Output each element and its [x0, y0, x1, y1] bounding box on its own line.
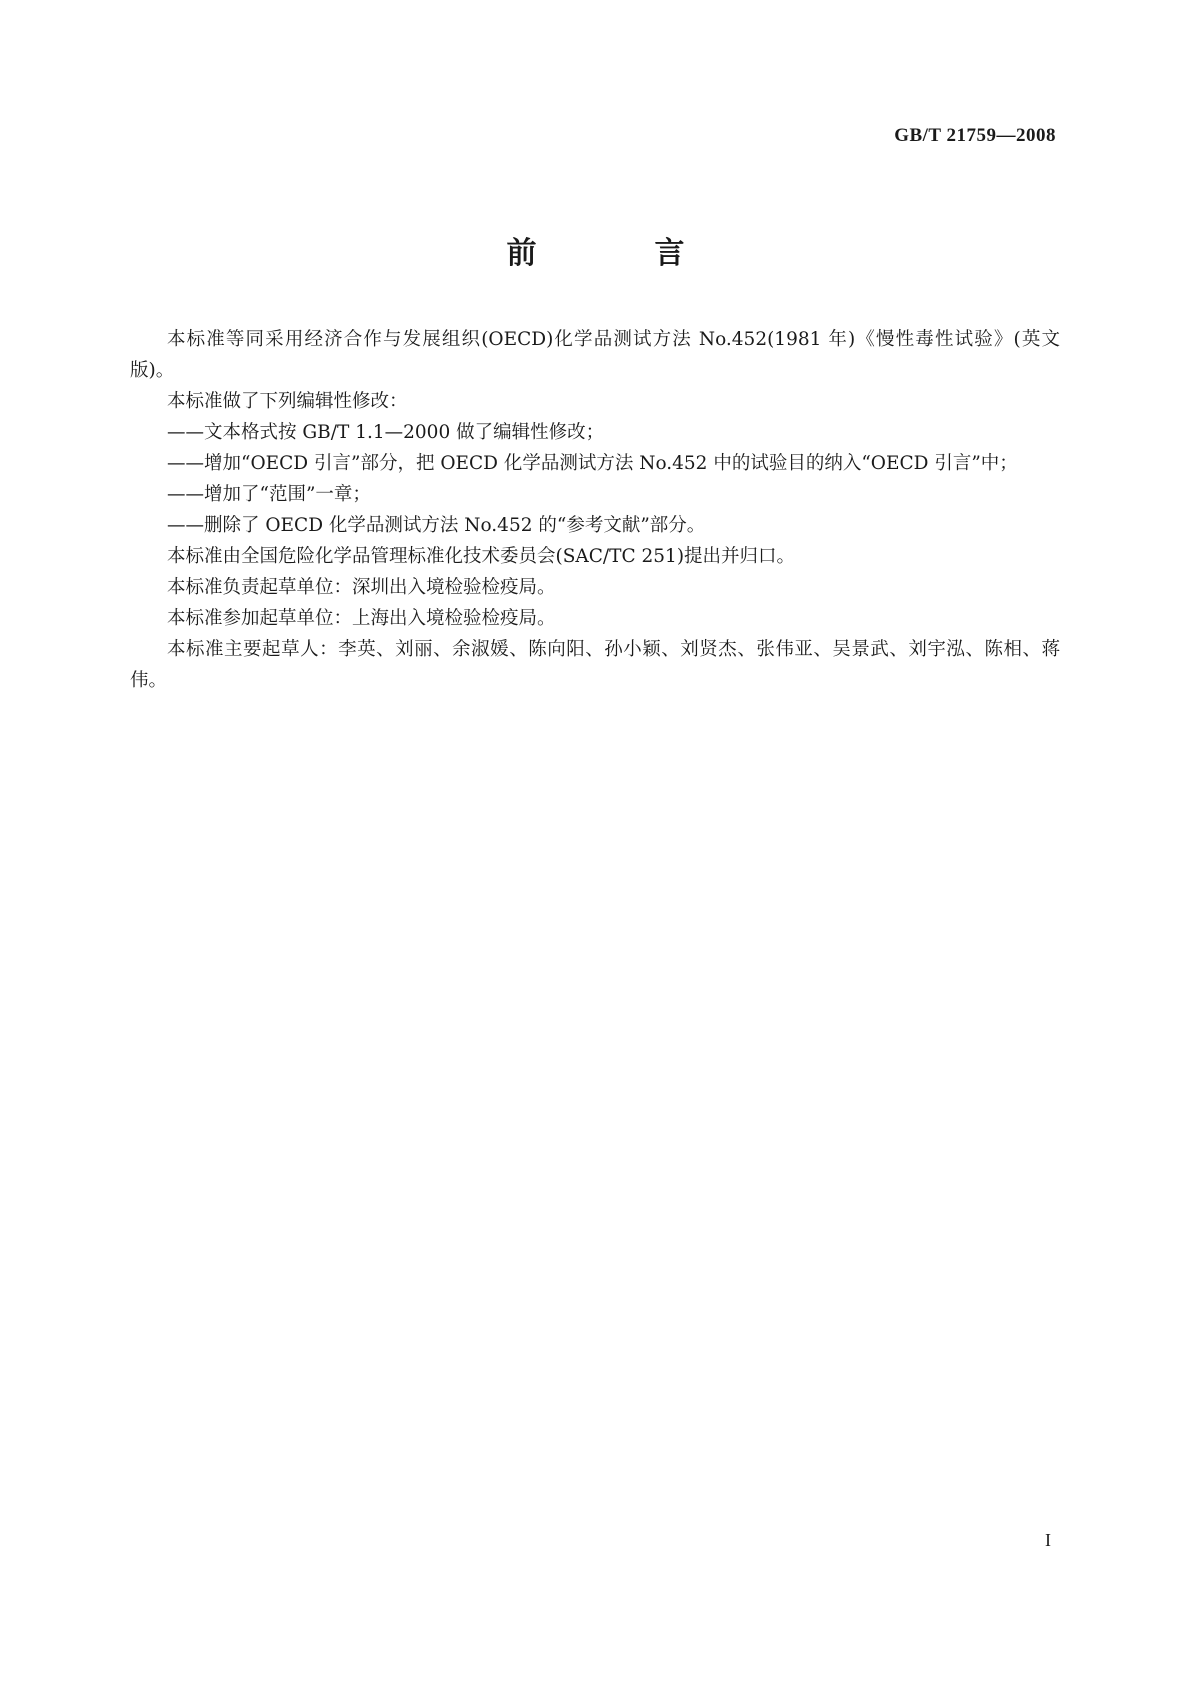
foreword-body [130, 324, 1060, 696]
standard-code: GB/T 21759—2008 [894, 125, 1056, 146]
paragraph-committee: 本标准由全国危险化学品管理标准化技术委员会(SAC/TC 251)提出并归口。 [167, 546, 796, 567]
paragraph-responsible-drafter: 本标准负责起草单位：深圳出入境检验检疫局。 [167, 577, 556, 598]
list-item-references: ——删除了 OECD 化学品测试方法 No.452 的“参考文献”部分。 [167, 515, 706, 536]
list-item-oecd-intro: ——增加“OECD 引言”部分，把 OECD 化学品测试方法 No.452 中的试验目的纳入“OECD 引言”中； [167, 453, 1018, 474]
paragraph-adoption: 本标准等同采用经济合作与发展组织(OECD)化学品测试方法 No.452(1981 年)《慢性毒性试验》(英文版)。 [130, 329, 1060, 381]
page-title: 前 言 [506, 236, 729, 271]
paragraph-participating-drafter: 本标准参加起草单位：上海出入境检验检疫局。 [167, 608, 556, 629]
page-number: I [1045, 1530, 1051, 1550]
list-item-format: ——文本格式按 GB/T 1.1—2000 做了编辑性修改； [167, 422, 605, 443]
paragraph-main-drafters: 本标准主要起草人：李英、刘丽、余淑媛、陈向阳、孙小颖、刘贤杰、张伟亚、吴景武、刘宇泓、陈相、蒋伟。 [130, 639, 1060, 691]
list-item-scope: ——增加了“范围”一章； [167, 484, 371, 505]
paragraph-modifications-intro: 本标准做了下列编辑性修改： [167, 391, 408, 412]
